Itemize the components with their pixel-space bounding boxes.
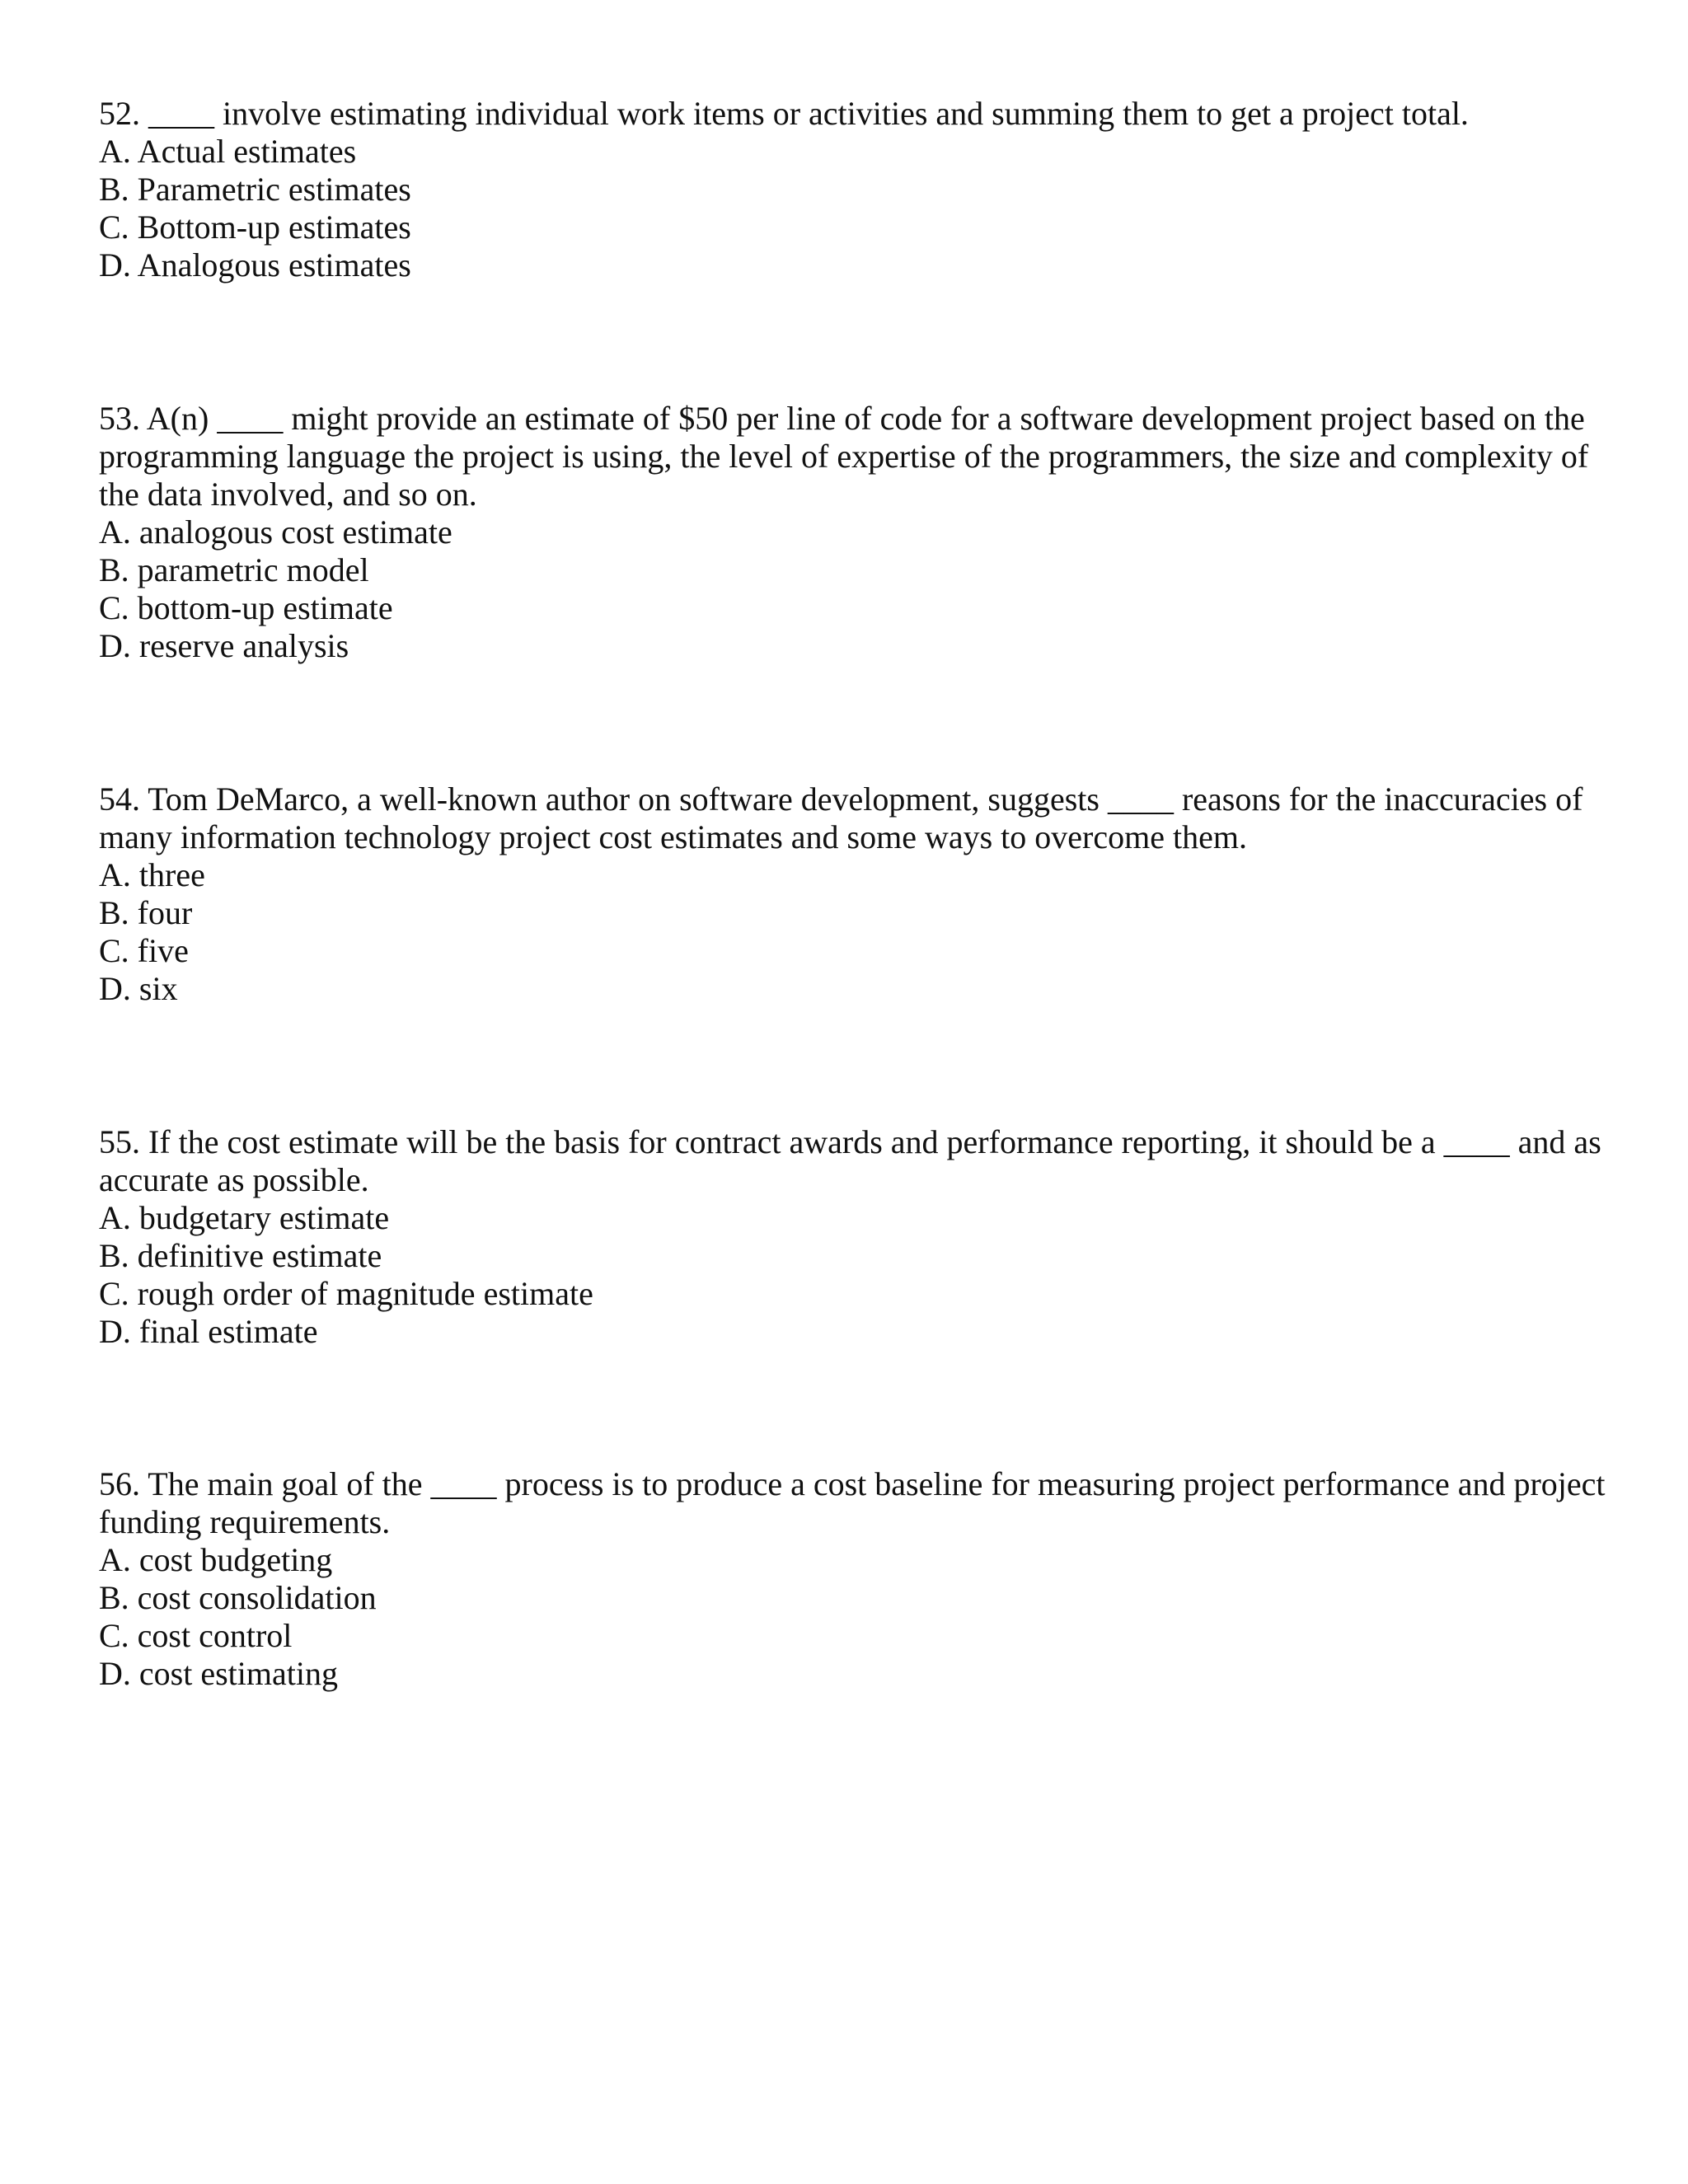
option-c: C. five — [99, 932, 189, 969]
answer-options — [99, 856, 1607, 1008]
option-c: C. rough order of magnitude estimate — [99, 1275, 593, 1312]
question-stem: 54. Tom DeMarco, a well-known author on software development, suggests ____ reasons for the inaccuracies of many information technology project cost estimates and some ways to overcome them. — [99, 780, 1583, 855]
question-55 — [99, 1123, 1607, 1351]
question-stem: 53. A(n) ____ might provide an estimate of $50 per line of code for a software development project based on the programming language the project is using, the level of expertise of the programmers, the size and complexity of the data involved, and so on. — [99, 400, 1589, 513]
option-b: B. four — [99, 894, 193, 931]
question-stem: 52. ____ involve estimating individual work items or activities and summing them to get a project total. — [99, 95, 1469, 132]
option-a: A. Actual estimates — [99, 133, 357, 170]
option-d: D. six — [99, 970, 178, 1007]
option-d: D. reserve analysis — [99, 627, 349, 664]
question-stem: 55. If the cost estimate will be the basis for contract awards and performance reporting, it should be a ____ and as accurate as possible. — [99, 1123, 1601, 1198]
option-b: B. Parametric estimates — [99, 171, 411, 208]
answer-options — [99, 1541, 1607, 1693]
option-a: A. budgetary estimate — [99, 1199, 390, 1236]
option-d: D. cost estimating — [99, 1655, 338, 1692]
option-b: B. cost consolidation — [99, 1579, 377, 1616]
option-c: C. Bottom-up estimates — [99, 209, 411, 246]
question-52 — [99, 95, 1469, 284]
option-a: A. cost budgeting — [99, 1541, 333, 1578]
option-a: A. analogous cost estimate — [99, 513, 452, 551]
question-stem: 56. The main goal of the ____ process is to produce a cost baseline for measuring project performance and project funding requirements. — [99, 1465, 1606, 1540]
question-54 — [99, 780, 1607, 1008]
option-a: A. three — [99, 856, 205, 893]
option-b: B. parametric model — [99, 551, 369, 588]
option-b: B. definitive estimate — [99, 1237, 382, 1274]
answer-options — [99, 513, 1607, 665]
option-d: D. Analogous estimates — [99, 246, 411, 284]
option-c: C. cost control — [99, 1617, 293, 1654]
option-c: C. bottom-up estimate — [99, 589, 393, 626]
question-56 — [99, 1465, 1607, 1693]
answer-options — [99, 1199, 1607, 1351]
question-53 — [99, 400, 1607, 665]
option-d: D. final estimate — [99, 1313, 318, 1350]
answer-options — [99, 133, 1469, 284]
